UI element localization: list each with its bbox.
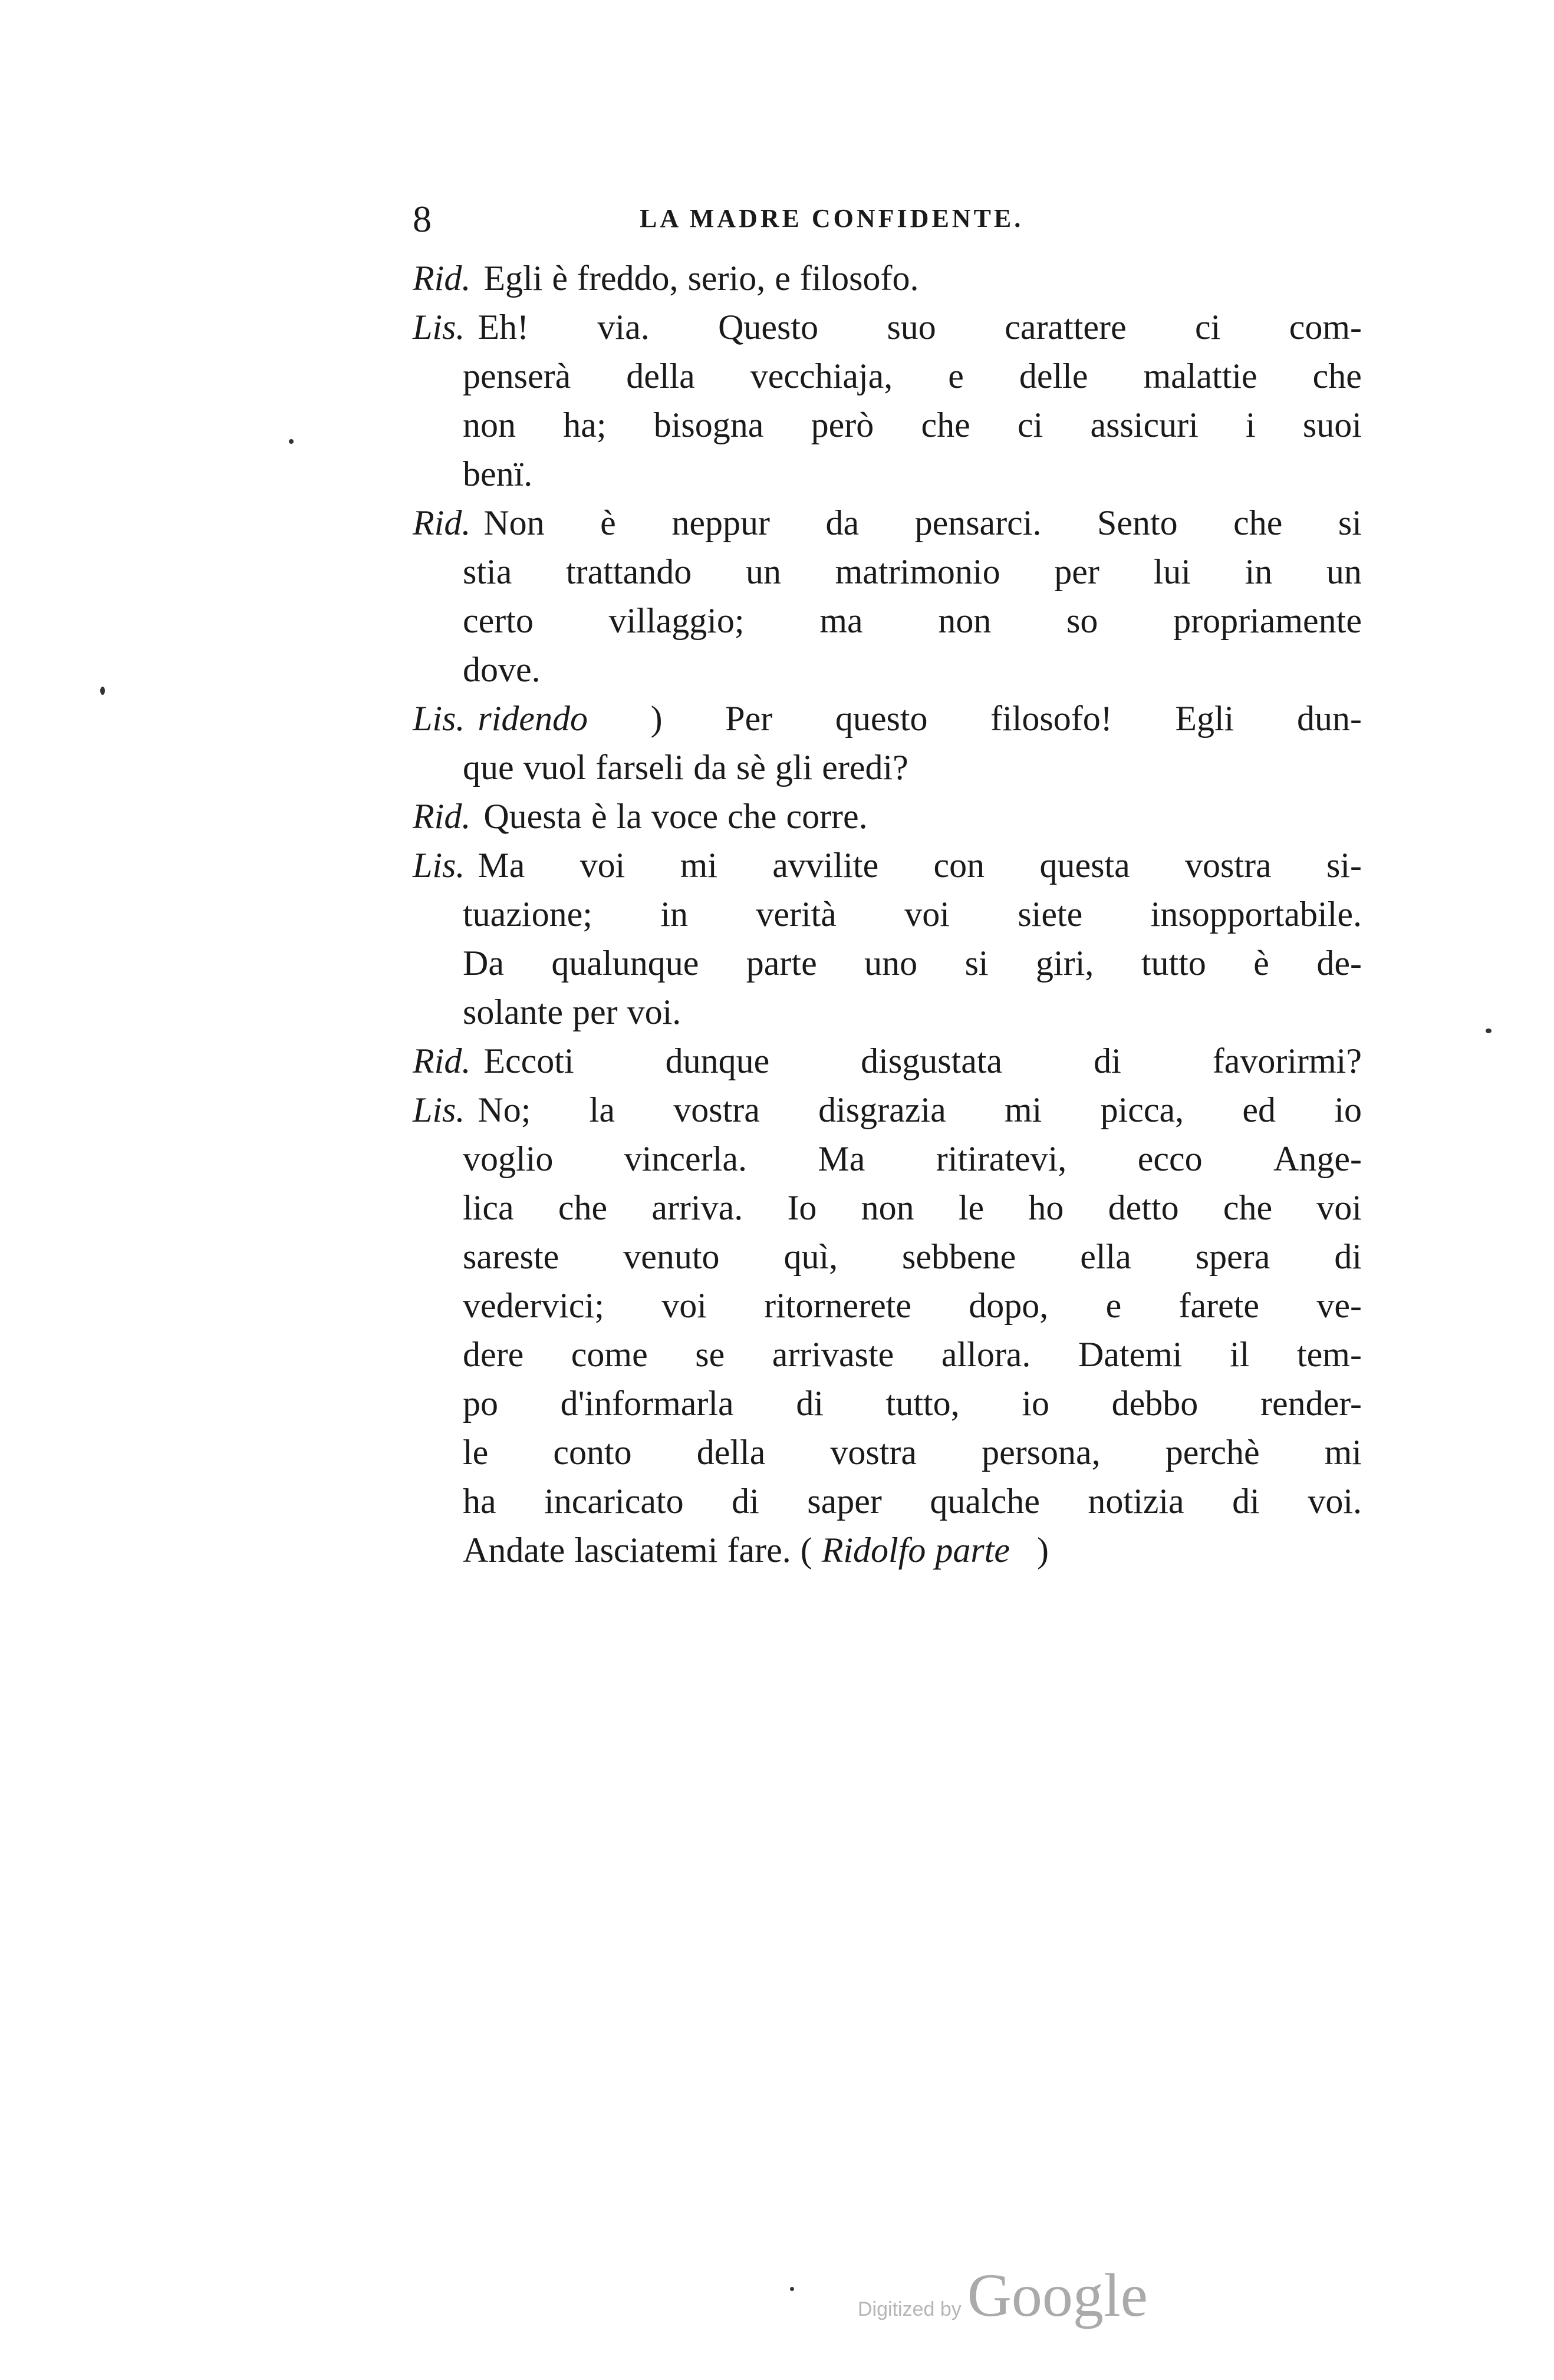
line-body [463, 450, 1362, 497]
word: spera [1195, 1237, 1270, 1276]
word: voi [580, 846, 625, 885]
word: Ma [478, 846, 525, 885]
line-body [483, 255, 1362, 302]
word: è [552, 259, 568, 298]
word: insopportabile. [1150, 895, 1362, 934]
word: dere [463, 1335, 524, 1374]
word: ecco [1137, 1139, 1203, 1178]
word: bisogna [653, 406, 764, 444]
word: pensarci. [914, 503, 1042, 542]
word: questa [1039, 846, 1130, 885]
word: voi [661, 1286, 707, 1325]
word: sebbene [902, 1237, 1016, 1276]
word: di [1094, 1041, 1121, 1080]
line-body [463, 646, 1362, 693]
word: persona, [982, 1433, 1101, 1472]
speaker-label: Lis. [413, 846, 465, 885]
word: arriva. [651, 1188, 743, 1227]
word: certo [463, 601, 534, 640]
word: conto [553, 1433, 632, 1472]
word: un [745, 552, 781, 591]
word: disgrazia [818, 1090, 946, 1129]
word: freddo, [577, 259, 679, 298]
word: venuto [623, 1237, 720, 1276]
word: neppur [671, 503, 770, 542]
word: suo [887, 308, 936, 347]
word: ci [1017, 406, 1043, 444]
word: d'informarla [560, 1384, 734, 1423]
word: non [861, 1188, 914, 1227]
word: che [921, 406, 970, 444]
word: che [1233, 503, 1283, 542]
text-line [413, 1086, 1362, 1133]
word: dun- [1296, 699, 1362, 738]
watermark-prefix: Digitized by [858, 2298, 962, 2320]
line-body [478, 695, 1362, 742]
word: eredi? [822, 748, 908, 787]
line-body [463, 1282, 1362, 1329]
word: vostra [1185, 846, 1272, 885]
word: corre. [786, 797, 868, 836]
line-body [463, 1233, 1362, 1280]
word: stia [463, 552, 512, 591]
word: avvilite [772, 846, 879, 885]
word: favorirmi? [1212, 1041, 1362, 1080]
word: suoi [1302, 406, 1362, 444]
line-body [478, 842, 1362, 889]
word: della [626, 357, 695, 395]
word: solante [463, 993, 563, 1031]
word: che [558, 1188, 608, 1227]
word: debbo [1111, 1384, 1199, 1423]
line-body [483, 499, 1362, 546]
word: Ridolfo [821, 1531, 926, 1570]
speaker-label: Lis. [413, 1090, 465, 1129]
word: qualche [930, 1482, 1040, 1521]
text-line [463, 548, 1362, 595]
word: vedervici; [463, 1286, 604, 1325]
word: propriamente [1173, 601, 1362, 640]
speaker-label: Rid. [413, 259, 471, 298]
word: di [796, 1384, 824, 1423]
word: allora. [941, 1335, 1031, 1374]
word: sè [736, 748, 766, 787]
word: farseli [595, 748, 684, 787]
text-line [463, 1282, 1362, 1329]
word: siete [1018, 895, 1083, 934]
watermark-google-logo: Google [967, 2262, 1148, 2329]
word: con [933, 846, 985, 885]
word: tutto [1141, 944, 1206, 983]
text-line [463, 1233, 1362, 1280]
word: di [1232, 1482, 1260, 1521]
word: so [1066, 601, 1098, 640]
word: ci [1195, 308, 1221, 347]
word: si [964, 944, 989, 983]
line-body [463, 1429, 1362, 1476]
word: che [1223, 1188, 1273, 1227]
word: parte [935, 1531, 1010, 1570]
word: ridendo [478, 699, 588, 738]
word: vincerla. [624, 1139, 747, 1178]
word: ) [1019, 1531, 1049, 1570]
word: lica [463, 1188, 514, 1227]
word: Ange- [1273, 1139, 1362, 1178]
word: Questa [483, 797, 582, 836]
word: Da [463, 944, 504, 983]
word: ritornerete [764, 1286, 911, 1325]
speaker-label: Lis. [413, 308, 465, 347]
speck [289, 439, 294, 444]
word: ( [800, 1531, 812, 1570]
word: trattando [566, 552, 692, 591]
word: in [660, 895, 688, 934]
word: sareste [463, 1237, 559, 1276]
text-line [413, 1037, 1362, 1084]
word: Per [725, 699, 773, 738]
line-body [478, 1086, 1362, 1133]
word: ritiratevi, [936, 1139, 1067, 1178]
word: render- [1260, 1384, 1362, 1423]
word: detto [1108, 1188, 1179, 1227]
line-body [463, 940, 1362, 987]
word: Egli [483, 259, 543, 298]
word: questo [835, 699, 928, 738]
line-body [463, 1331, 1362, 1378]
text-line [463, 1380, 1362, 1427]
word: po [463, 1384, 498, 1423]
word: un [1326, 552, 1362, 591]
word: gli [775, 748, 813, 787]
word: e [948, 357, 964, 395]
speaker-label: Rid. [413, 1041, 471, 1080]
text-line [463, 1135, 1362, 1182]
line-body [463, 352, 1362, 400]
word: la [589, 1090, 615, 1129]
text-line [463, 646, 1362, 693]
word: voi. [1308, 1482, 1362, 1521]
word: villaggio; [608, 601, 745, 640]
text-line [463, 597, 1362, 644]
line-body [463, 1184, 1362, 1231]
text-line [463, 1429, 1362, 1476]
word: parte [746, 944, 817, 983]
word: ed [1242, 1090, 1276, 1129]
word: è [1253, 944, 1269, 983]
line-body [463, 401, 1362, 449]
word: incaricato [544, 1482, 684, 1521]
speaker-label: Rid. [413, 797, 471, 836]
word: quì, [783, 1237, 838, 1276]
text-line [413, 842, 1362, 889]
word: que [463, 748, 514, 787]
word: da [825, 503, 860, 542]
word: se [695, 1335, 725, 1374]
line-body [463, 1380, 1362, 1427]
word: di [1334, 1237, 1362, 1276]
line-body [483, 1037, 1362, 1084]
text-line [463, 744, 1362, 791]
word: tem- [1296, 1335, 1362, 1374]
word: matrimonio [835, 552, 1000, 591]
word: non [463, 406, 516, 444]
word: picca, [1100, 1090, 1184, 1129]
word: vecchiaja, [750, 357, 893, 395]
speck [100, 687, 105, 695]
word: Sento [1097, 503, 1178, 542]
word: qualunque [551, 944, 699, 983]
word: voi [1316, 1188, 1362, 1227]
word: che [727, 797, 777, 836]
word: delle [1019, 357, 1088, 395]
word: com- [1289, 308, 1362, 347]
word: la [616, 797, 642, 836]
word: è [600, 503, 616, 542]
word: vuol [523, 748, 587, 787]
word: serio, [687, 259, 766, 298]
word: penserà [463, 357, 571, 395]
word: da [693, 748, 727, 787]
word: mi [1004, 1090, 1042, 1129]
word: verità [756, 895, 837, 934]
text-line [463, 352, 1362, 400]
word: mi [1324, 1433, 1362, 1472]
word: ve- [1316, 1286, 1362, 1325]
word: assicuri [1090, 406, 1199, 444]
text-line [463, 1527, 1362, 1574]
word: Datemi [1078, 1335, 1183, 1374]
word: arrivaste [772, 1335, 894, 1374]
word: ha; [563, 406, 607, 444]
word: vostra [830, 1433, 917, 1472]
line-body [463, 1527, 1362, 1574]
line-body [463, 988, 1362, 1036]
word: saper [807, 1482, 882, 1521]
google-watermark [858, 2260, 1148, 2330]
word: le [958, 1188, 985, 1227]
word: farete [1178, 1286, 1260, 1325]
line-body [463, 1135, 1362, 1182]
word: Egli [1175, 699, 1234, 738]
word: io [1022, 1384, 1050, 1423]
word: perchè [1165, 1433, 1260, 1472]
word: e [1105, 1286, 1122, 1325]
text-line [463, 1184, 1362, 1231]
word: in [1244, 552, 1273, 591]
word: disgustata [861, 1041, 1003, 1080]
line-body [463, 1478, 1362, 1525]
word: ho [1028, 1188, 1064, 1227]
running-title: LA MADRE CONFIDENTE. [640, 204, 1024, 233]
text-line [463, 988, 1362, 1036]
line-body [463, 597, 1362, 644]
speck [1486, 1029, 1492, 1033]
word: via. [597, 308, 650, 347]
word: e [775, 259, 791, 298]
word: voce [651, 797, 719, 836]
text-line [463, 1331, 1362, 1378]
word: Non [483, 503, 545, 542]
page-number: 8 [413, 198, 432, 240]
text-line [413, 793, 1362, 840]
line-body [463, 548, 1362, 595]
word: vostra [673, 1090, 760, 1129]
speaker-label: Lis. [413, 699, 465, 738]
text-line [463, 1478, 1362, 1525]
word: ha [463, 1482, 496, 1521]
word: benï. [463, 454, 533, 493]
line-body [483, 793, 1362, 840]
word: mi [680, 846, 717, 885]
word: si- [1326, 846, 1362, 885]
text-line [413, 695, 1362, 742]
word: fare. [727, 1531, 791, 1570]
word: però [811, 406, 874, 444]
text-line [413, 304, 1362, 351]
word: ) [650, 699, 663, 738]
word: Ma [818, 1139, 865, 1178]
line-body [478, 304, 1362, 351]
word: per [572, 993, 618, 1031]
word: Eccoti [483, 1041, 574, 1080]
text-line [463, 940, 1362, 987]
word: ella [1080, 1237, 1131, 1276]
text-line [463, 891, 1362, 938]
word: come [571, 1335, 648, 1374]
word: ma [819, 601, 863, 640]
word: Andate [463, 1531, 565, 1570]
text-line [463, 450, 1362, 497]
word: che [1312, 357, 1362, 395]
speck [790, 2287, 794, 2291]
word: Io [787, 1188, 817, 1227]
word: Eh! [478, 308, 529, 347]
word: lui [1153, 552, 1191, 591]
word: per [1054, 552, 1099, 591]
word: notizia [1088, 1482, 1184, 1521]
line-body [463, 744, 1362, 791]
word: carattere [1005, 308, 1127, 347]
word: voi [904, 895, 950, 934]
word: filosofo. [799, 259, 919, 298]
word: dopo, [969, 1286, 1049, 1325]
word: le [463, 1433, 489, 1472]
word: si [1338, 503, 1362, 542]
word: di [732, 1482, 759, 1521]
speaker-label: Rid. [413, 503, 471, 542]
word: tuazione; [463, 895, 592, 934]
word: io [1334, 1090, 1362, 1129]
word: voglio [463, 1139, 554, 1178]
word: i [1245, 406, 1256, 444]
word: dove. [463, 650, 541, 689]
text-line [463, 401, 1362, 449]
word: Questo [718, 308, 819, 347]
word: de- [1316, 944, 1362, 983]
word: giri, [1036, 944, 1094, 983]
word: uno [864, 944, 918, 983]
word: tutto, [885, 1384, 960, 1423]
line-body [463, 891, 1362, 938]
word: No; [478, 1090, 531, 1129]
word: voi. [627, 993, 681, 1031]
word: è [591, 797, 607, 836]
text-line [413, 255, 1362, 302]
word: dunque [665, 1041, 770, 1080]
word: della [696, 1433, 766, 1472]
text-line [413, 499, 1362, 546]
word: filosofo! [990, 699, 1112, 738]
word: non [938, 601, 992, 640]
word: malattie [1143, 357, 1257, 395]
word: lasciatemi [574, 1531, 718, 1570]
word: il [1230, 1335, 1250, 1374]
